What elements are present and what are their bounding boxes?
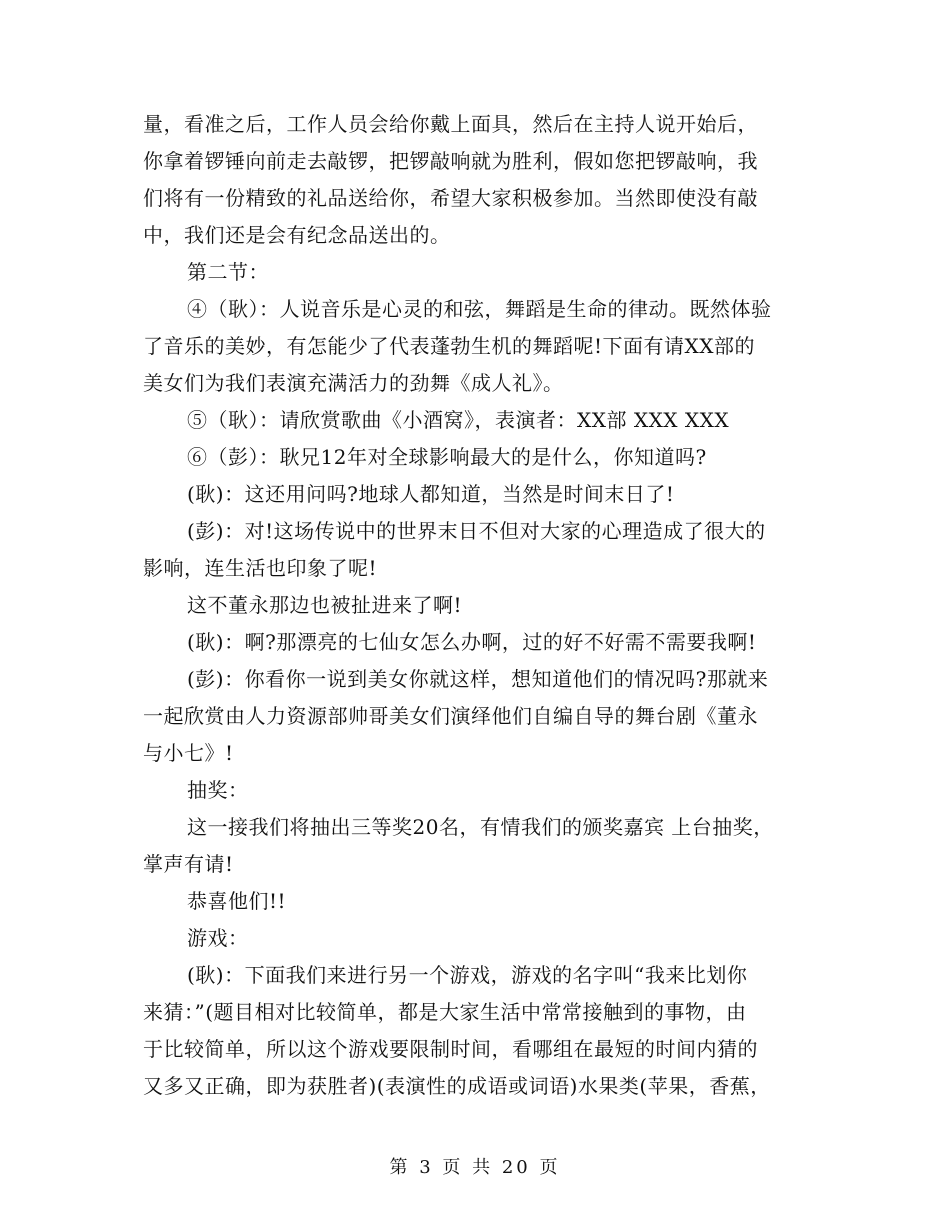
text-line: 一起欣赏由人力资源部帅哥美女们演绎他们自编自导的舞台剧《董永 (143, 704, 758, 728)
text-line: ⑥（彭）：耿兄12年对全球影响最大的是什么，你知道吗? (187, 445, 707, 469)
section-heading: 第二节： (187, 260, 269, 284)
text-line: 量，看准之后，工作人员会给你戴上面具，然后在主持人说开始后， (143, 112, 758, 136)
text-line: 掌声有请! (143, 852, 234, 876)
text-line: 们将有一份精致的礼品送给你，希望大家积极参加。当然即使没有敲 (143, 186, 758, 210)
text-line: 这不董永那边也被扯进来了啊! (187, 593, 463, 617)
text-line: ⑤（耿）：请欣赏歌曲《小酒窝》，表演者：XX部 XXX XXX (187, 408, 730, 432)
text-line: (彭)：你看你一说到美女你就这样，想知道他们的情况吗?那就来 (187, 667, 769, 691)
text-line: 又多又正确，即为获胜者)(表演性的成语或词语)水果类(苹果，香蕉， (143, 1074, 771, 1098)
text-line: 你拿着锣锤向前走去敲锣，把锣敲响就为胜利，假如您把锣敲响，我 (143, 149, 758, 173)
text-line: 美女们为我们表演充满活力的劲舞《成人礼》。 (143, 371, 564, 395)
text-line: 影响，连生活也印象了呢! (143, 556, 378, 580)
text-line: 来猜：”(题目相对比较简单，都是大家生活中常常接触到的事物，由 (143, 1000, 747, 1024)
text-line: (耿)：下面我们来进行另一个游戏，游戏的名字叫“我来比划你 (187, 963, 748, 987)
body-text (143, 106, 808, 1105)
section-heading: 游戏： (187, 926, 249, 950)
text-line: 于比较简单，所以这个游戏要限制时间，看哪组在最短的时间内猜的 (143, 1037, 758, 1061)
text-line: (彭)：对!这场传说中的世界末日不但对大家的心理造成了很大的 (187, 519, 766, 543)
text-line: 了音乐的美妙，有怎能少了代表蓬勃生机的舞蹈呢!下面有请XX部的 (143, 334, 756, 358)
text-line: 恭喜他们!! (187, 889, 287, 913)
section-heading: 抽奖： (187, 778, 249, 802)
page-number-footer: 第 3 页 共 20 页 (389, 1157, 561, 1178)
text-line: (耿)：这还用问吗?地球人都知道，当然是时间末日了! (187, 482, 675, 506)
text-line: ④（耿）：人说音乐是心灵的和弦，舞蹈是生命的律动。既然体验 (187, 297, 772, 321)
text-line: 中，我们还是会有纪念品送出的。 (143, 223, 451, 247)
text-line: 与小七》! (143, 741, 234, 765)
text-line: (耿)：啊?那漂亮的七仙女怎么办啊，过的好不好需不需要我啊! (187, 630, 757, 654)
text-line: 这一接我们将抽出三等奖20名，有情我们的颁奖嘉宾 上台抽奖， (187, 815, 774, 839)
